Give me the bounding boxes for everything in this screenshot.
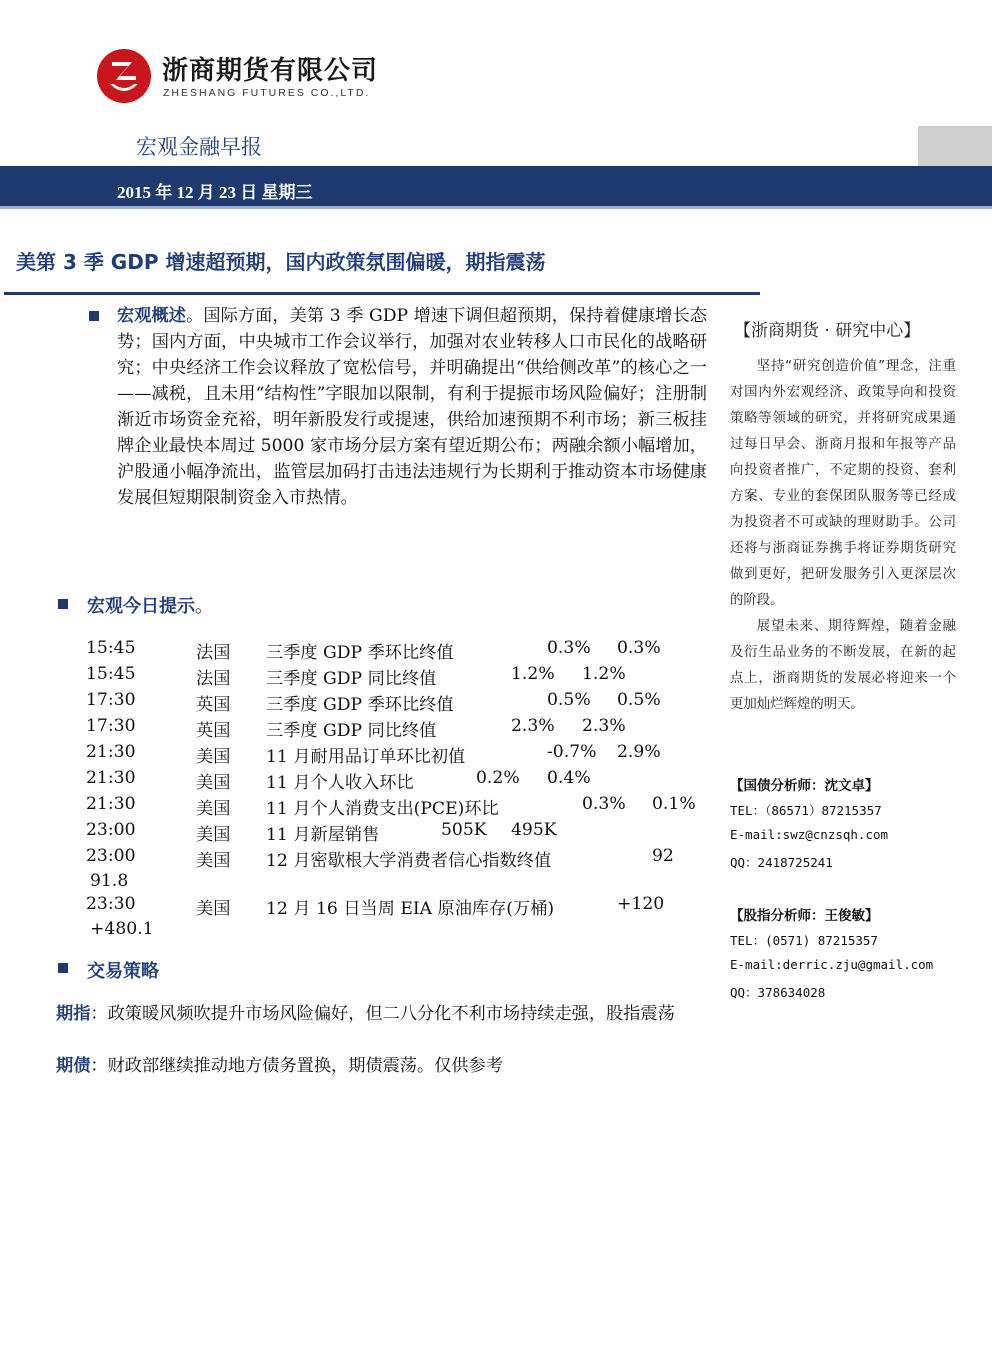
analyst-qq: QQ：378634028 bbox=[730, 985, 826, 1000]
calendar-previous: 92 bbox=[652, 846, 674, 866]
calendar-forecast: 0.1% bbox=[652, 794, 696, 814]
calendar-country: 美国 bbox=[196, 851, 231, 871]
strategy-item-index-futures bbox=[56, 1001, 716, 1027]
header-accent-block bbox=[918, 126, 992, 166]
calendar-section-title bbox=[87, 592, 213, 618]
analyst-heading: 【股指分析师：王俊敏】 bbox=[730, 908, 879, 924]
calendar-time: 21:30 bbox=[86, 768, 136, 788]
calendar-indicator: 12 月密歇根大学消费者信心指数终值 bbox=[266, 851, 552, 871]
square-bullet-icon bbox=[89, 311, 99, 321]
company-logo-icon bbox=[96, 48, 152, 104]
calendar-country: 法国 bbox=[196, 669, 231, 689]
analyst-email[interactable]: E-mail:derric.zju@gmail.com bbox=[730, 957, 934, 972]
macro-overview-body: 。国际方面，美第 3 季 GDP 增速下调但超预期，保持着健康增长态势；国内方面，中央城市工作会议举行，加强对农业转移人口市民化的战略研究；中央经济工作会议释放了宽松信号，并明确提出“供给侧改革”的核心之一——减税，且未用“结构性”字眼加以限制，有利于提振市场风险偏好；注册制渐近市场资金充裕，明年新股发行或提速，供给加速预期不利市场；新三板挂牌企业最快本周过 5000 家市场分层方案有望近期公布；两融余额小幅增加，沪股通小幅净流出，监管层加码打击违法违规行为长期利于推动资本市场健康发展但短期限制资金入市热情。 bbox=[117, 306, 707, 508]
calendar-previous: -0.7% bbox=[547, 742, 597, 762]
calendar-forecast: 2.9% bbox=[617, 742, 661, 762]
calendar-previous: 1.2% bbox=[511, 664, 555, 684]
calendar-country: 英国 bbox=[196, 695, 231, 715]
calendar-time: 21:30 bbox=[86, 742, 136, 762]
calendar-time: 23:30 bbox=[86, 894, 136, 914]
calendar-country: 英国 bbox=[196, 721, 231, 741]
calendar-time: 17:30 bbox=[86, 716, 136, 736]
calendar-country: 美国 bbox=[196, 825, 231, 845]
calendar-title-suffix: 。 bbox=[195, 596, 213, 617]
calendar-indicator: 11 月个人收入环比 bbox=[266, 773, 414, 793]
strategy-text: ：财政部继续推动地方债务置换，期债震荡。仅供参考 bbox=[90, 1056, 503, 1076]
calendar-previous: 0.3% bbox=[582, 794, 626, 814]
square-bullet-icon bbox=[58, 963, 68, 973]
analyst-heading: 【国债分析师：沈文卓】 bbox=[730, 778, 879, 794]
calendar-previous: 0.3% bbox=[547, 638, 591, 658]
analyst-tel: TEL：（86571）87215357 bbox=[730, 803, 882, 818]
calendar-forecast: 0.4% bbox=[547, 768, 591, 788]
strategy-text: ：政策暖风频吹提升市场风险偏好，但二八分化不利市场持续走强，股指震荡 bbox=[90, 1004, 675, 1024]
calendar-forecast: 2.3% bbox=[582, 716, 626, 736]
calendar-indicator: 三季度 GDP 季环比终值 bbox=[266, 695, 454, 715]
headline: 美第 3 季 GDP 增速超预期，国内政策氛围偏暖，期指震荡 bbox=[16, 250, 546, 274]
calendar-country: 美国 bbox=[196, 747, 231, 767]
calendar-country: 美国 bbox=[196, 773, 231, 793]
calendar-country: 美国 bbox=[196, 899, 231, 919]
calendar-indicator: 三季度 GDP 同比终值 bbox=[266, 721, 437, 741]
analyst-email[interactable]: E-mail:swz@cnzsqh.com bbox=[730, 827, 889, 842]
company-name-en: ZHESHANG FUTURES CO.,LTD. bbox=[163, 87, 371, 99]
calendar-previous: +120 bbox=[617, 894, 665, 914]
macro-overview-paragraph bbox=[117, 303, 707, 511]
calendar-forecast: 1.2% bbox=[582, 664, 626, 684]
calendar-indicator: 三季度 GDP 季环比终值 bbox=[266, 643, 454, 663]
calendar-forecast: 495K bbox=[511, 820, 557, 840]
research-center-title: 【浙商期货 · 研究中心】 bbox=[734, 321, 921, 341]
calendar-previous: 2.3% bbox=[511, 716, 555, 736]
calendar-forecast: 91.8 bbox=[90, 871, 129, 891]
calendar-country: 法国 bbox=[196, 643, 231, 663]
calendar-previous: 0.5% bbox=[547, 690, 591, 710]
square-bullet-icon bbox=[58, 599, 68, 609]
calendar-indicator: 三季度 GDP 同比终值 bbox=[266, 669, 437, 689]
calendar-time: 21:30 bbox=[86, 794, 136, 814]
calendar-country: 美国 bbox=[196, 799, 231, 819]
company-name-cn: 浙商期货有限公司 bbox=[162, 56, 379, 86]
strategy-item-bond-futures bbox=[56, 1053, 716, 1079]
calendar-forecast: 0.3% bbox=[617, 638, 661, 658]
macro-overview-lead: 宏观概述 bbox=[117, 306, 187, 326]
calendar-indicator: 12 月 16 日当周 EIA 原油库存(万桶) bbox=[266, 899, 555, 919]
headline-divider bbox=[4, 292, 760, 295]
strategy-section-title: 交易策略 bbox=[87, 961, 159, 982]
analyst-tel: TEL：(0571) 87215357 bbox=[730, 933, 878, 948]
calendar-indicator: 11 月个人消费支出(PCE)环比 bbox=[266, 799, 499, 819]
calendar-time: 23:00 bbox=[86, 820, 136, 840]
calendar-forecast: +480.1 bbox=[90, 919, 154, 939]
research-center-intro: 坚持“研究创造价值”理念，注重对国内外宏观经济、政策导向和投资策略等领域的研究，并将研究成果通过每日早会、浙商月报和年报等产品向投资者推广，不定期的投资、套利方案、专业的套保团队服务等已经成为投资者不可或缺的理财助手。公司还将与浙商证券携手将证券期货研究做到更好，把研发服务引入更深层次的阶段。 bbox=[730, 359, 956, 608]
calendar-previous: 505K bbox=[441, 820, 487, 840]
calendar-indicator: 11 月耐用品订单环比初值 bbox=[266, 747, 466, 767]
report-title: 宏观金融早报 bbox=[136, 135, 262, 159]
analyst-qq: QQ：2418725241 bbox=[730, 855, 833, 870]
calendar-previous: 0.2% bbox=[476, 768, 520, 788]
calendar-time: 15:45 bbox=[86, 664, 136, 684]
calendar-time: 15:45 bbox=[86, 638, 136, 658]
calendar-forecast: 0.5% bbox=[617, 690, 661, 710]
strategy-key: 期债 bbox=[56, 1056, 91, 1076]
calendar-indicator: 11 月新屋销售 bbox=[266, 825, 380, 845]
calendar-title-text: 宏观今日提示 bbox=[87, 596, 195, 617]
report-date: 2015 年 12 月 23 日 星期三 bbox=[117, 183, 313, 202]
calendar-time: 23:00 bbox=[86, 846, 136, 866]
strategy-key: 期指 bbox=[56, 1004, 91, 1024]
research-center-outlook: 展望未来、期待辉煌，随着金融及衍生品业务的不断发展，在新的起点上，浙商期货的发展必将迎来一个更加灿烂辉煌的明天。 bbox=[730, 619, 956, 712]
calendar-time: 17:30 bbox=[86, 690, 136, 710]
